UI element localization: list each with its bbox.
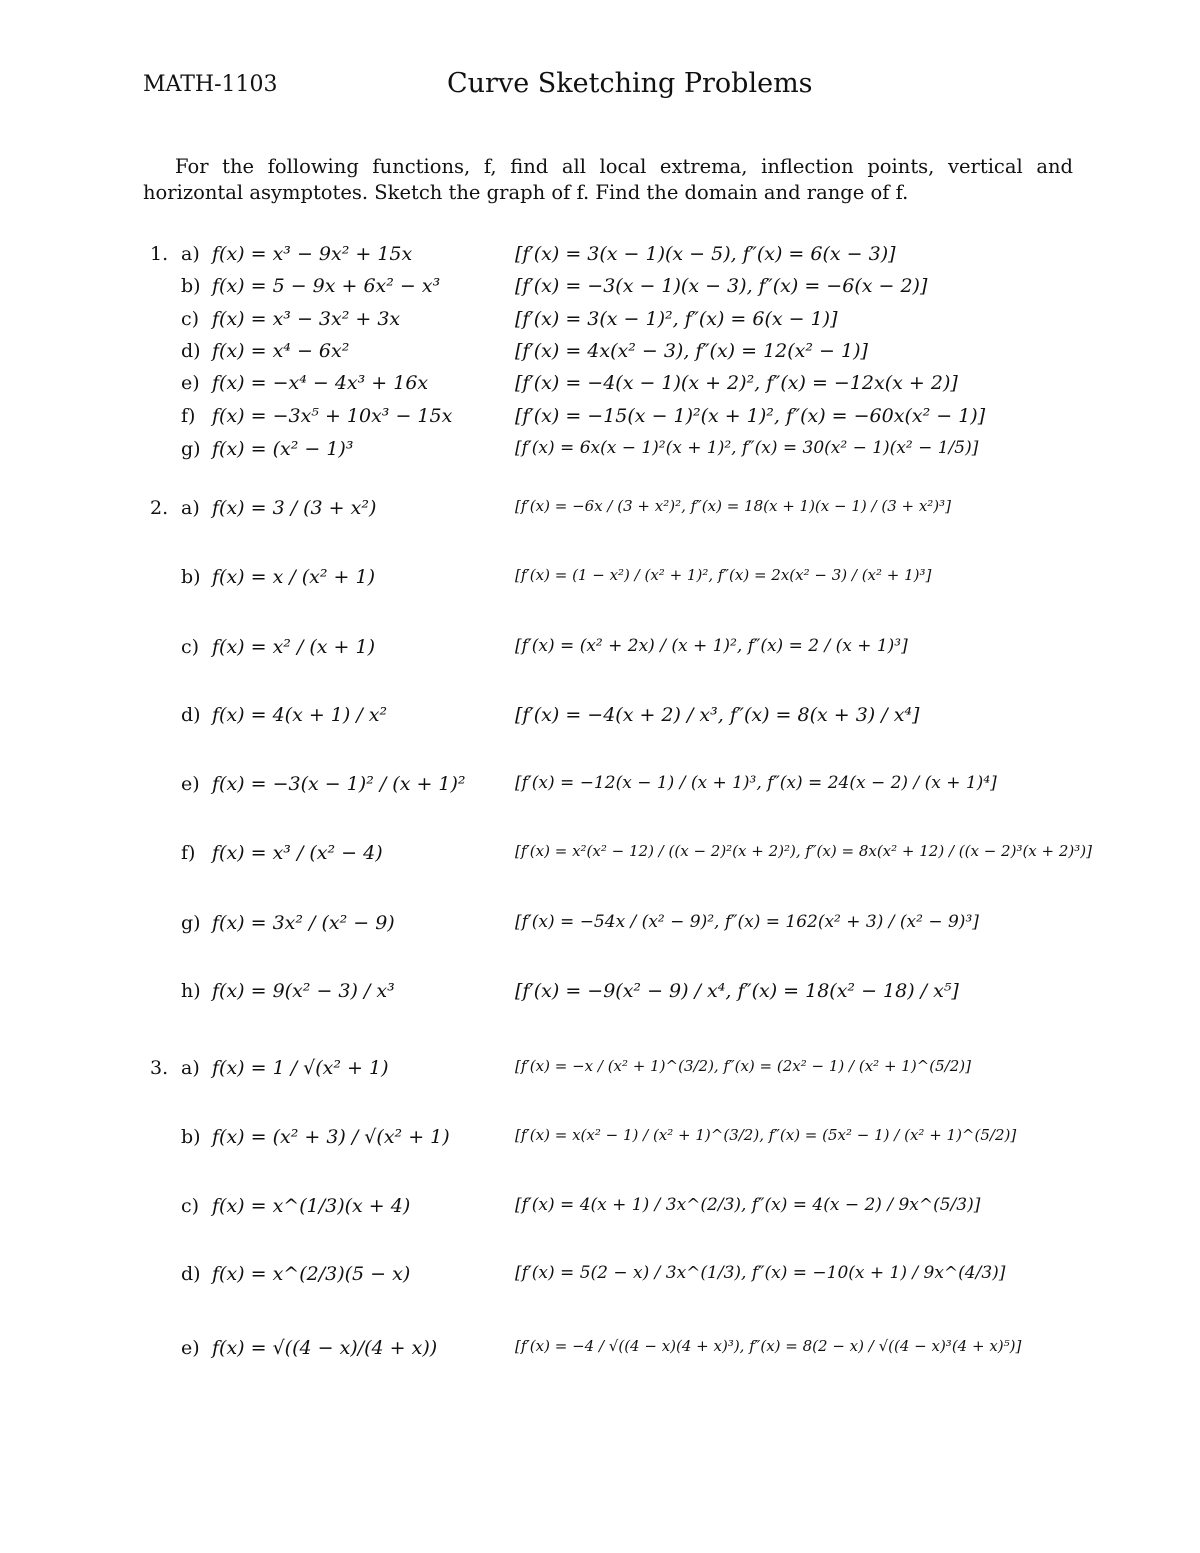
derivative-hint: [f′(x) = (x² + 2x) / (x + 1)², f″(x) = 2 / (x + 1)³] [515, 636, 908, 656]
problem-label: a) [181, 1057, 200, 1079]
problem-function: f(x) = (x² − 1)³ [212, 438, 354, 460]
page-title: Curve Sketching Problems [447, 68, 813, 99]
derivative-hint: [f′(x) = x²(x² − 12) / ((x − 2)²(x + 2)²), f″(x) = 8x(x² + 12) / ((x − 2)³(x + 2)³)] [515, 842, 1092, 860]
problem-function: f(x) = √((4 − x)/(4 + x)) [212, 1337, 438, 1359]
problem-function: f(x) = 5 − 9x + 6x² − x³ [212, 275, 441, 297]
problem-label: h) [181, 980, 201, 1002]
derivative-hint: [f′(x) = 5(2 − x) / 3x^(1/3), f″(x) = −10(x + 1) / 9x^(4/3)] [515, 1263, 1006, 1283]
problem-label: c) [181, 1195, 200, 1217]
derivative-hint: [f′(x) = −3(x − 1)(x − 3), f″(x) = −6(x − 2)] [515, 275, 928, 297]
problem-function: f(x) = (x² + 3) / √(x² + 1) [212, 1126, 450, 1148]
derivative-hint: [f′(x) = 6x(x − 1)²(x + 1)², f″(x) = 30(x² − 1)(x² − 1/5)] [515, 438, 979, 458]
problem-function: f(x) = 9(x² − 3) / x³ [212, 980, 395, 1002]
problem-label: d) [181, 340, 201, 362]
derivative-hint: [f′(x) = 4x(x² − 3), f″(x) = 12(x² − 1)] [515, 340, 868, 362]
problem-function: f(x) = 1 / √(x² + 1) [212, 1057, 389, 1079]
problem-label: b) [181, 1126, 201, 1148]
problem-label: g) [181, 438, 201, 460]
derivative-hint: [f′(x) = −4(x + 2) / x³, f″(x) = 8(x + 3) / x⁴] [515, 704, 920, 726]
problem-function: f(x) = x / (x² + 1) [212, 566, 376, 588]
derivative-hint: [f′(x) = −12(x − 1) / (x + 1)³, f″(x) = 24(x − 2) / (x + 1)⁴] [515, 773, 997, 793]
problem-function: f(x) = 3 / (3 + x²) [212, 497, 377, 519]
problem-label: a) [181, 497, 200, 519]
problem-label: d) [181, 704, 201, 726]
section-number: 2. [150, 497, 169, 519]
section-number: 3. [150, 1057, 169, 1079]
problem-function: f(x) = x^(1/3)(x + 4) [212, 1195, 411, 1217]
problem-function: f(x) = x⁴ − 6x² [212, 340, 350, 362]
course-code: MATH-1103 [143, 72, 278, 97]
problem-function: f(x) = −x⁴ − 4x³ + 16x [212, 372, 429, 394]
derivative-hint: [f′(x) = −6x / (3 + x²)², f″(x) = 18(x + 1)(x − 1) / (3 + x²)³] [515, 497, 952, 515]
section-number: 1. [150, 243, 169, 265]
problem-function: f(x) = 3x² / (x² − 9) [212, 912, 395, 934]
problem-function: f(x) = −3x⁵ + 10x³ − 15x [212, 405, 453, 427]
problem-function: f(x) = 4(x + 1) / x² [212, 704, 388, 726]
problem-label: b) [181, 566, 201, 588]
problem-function: f(x) = x³ − 3x² + 3x [212, 308, 401, 330]
derivative-hint: [f′(x) = −54x / (x² − 9)², f″(x) = 162(x² + 3) / (x² − 9)³] [515, 912, 979, 932]
problem-label: f) [181, 842, 196, 864]
problem-function: f(x) = x^(2/3)(5 − x) [212, 1263, 411, 1285]
problem-label: f) [181, 405, 196, 427]
problem-function: f(x) = x³ − 9x² + 15x [212, 243, 413, 265]
problem-label: a) [181, 243, 200, 265]
derivative-hint: [f′(x) = 3(x − 1)(x − 5), f″(x) = 6(x − 3)] [515, 243, 896, 265]
problem-label: b) [181, 275, 201, 297]
problem-label: e) [181, 773, 200, 795]
problem-label: c) [181, 308, 200, 330]
problem-function: f(x) = −3(x − 1)² / (x + 1)² [212, 773, 466, 795]
problem-label: e) [181, 372, 200, 394]
derivative-hint: [f′(x) = 3(x − 1)², f″(x) = 6(x − 1)] [515, 308, 838, 330]
instructions: For the following functions, f, find all local extrema, inflection points, vertical and horizontal asymptotes. Sketch the graph of f. Find the domain and range of f. [143, 155, 1073, 204]
derivative-hint: [f′(x) = −4 / √((4 − x)(4 + x)³), f″(x) = 8(2 − x) / √((4 − x)³(4 + x)⁵)] [515, 1337, 1022, 1355]
derivative-hint: [f′(x) = 4(x + 1) / 3x^(2/3), f″(x) = 4(x − 2) / 9x^(5/3)] [515, 1195, 981, 1215]
problem-function: f(x) = x² / (x + 1) [212, 636, 376, 658]
derivative-hint: [f′(x) = (1 − x²) / (x² + 1)², f″(x) = 2x(x² − 3) / (x² + 1)³] [515, 566, 932, 584]
derivative-hint: [f′(x) = −9(x² − 9) / x⁴, f″(x) = 18(x² − 18) / x⁵] [515, 980, 959, 1002]
problem-label: e) [181, 1337, 200, 1359]
problem-label: d) [181, 1263, 201, 1285]
derivative-hint: [f′(x) = −4(x − 1)(x + 2)², f″(x) = −12x(x + 2)] [515, 372, 958, 394]
problem-function: f(x) = x³ / (x² − 4) [212, 842, 383, 864]
derivative-hint: [f′(x) = −x / (x² + 1)^(3/2), f″(x) = (2x² − 1) / (x² + 1)^(5/2)] [515, 1057, 971, 1075]
problem-label: g) [181, 912, 201, 934]
derivative-hint: [f′(x) = −15(x − 1)²(x + 1)², f″(x) = −60x(x² − 1)] [515, 405, 986, 427]
derivative-hint: [f′(x) = x(x² − 1) / (x² + 1)^(3/2), f″(x) = (5x² − 1) / (x² + 1)^(5/2)] [515, 1126, 1017, 1144]
problem-label: c) [181, 636, 200, 658]
